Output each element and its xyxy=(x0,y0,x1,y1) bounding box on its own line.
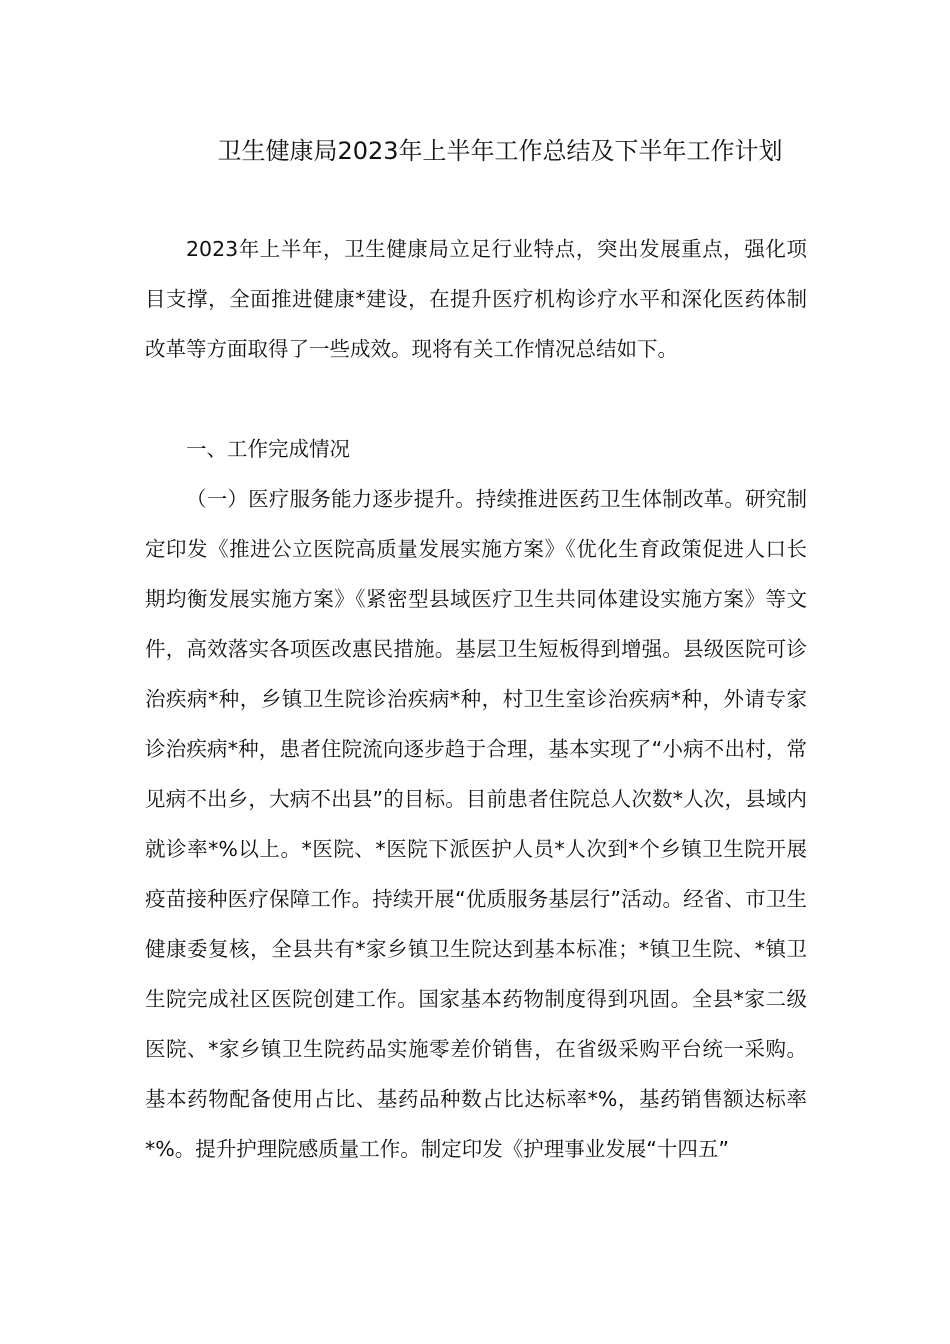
section-heading: 一、工作完成情况 xyxy=(186,437,350,461)
document-title: 卫生健康局2023年上半年工作总结及下半年工作计划 xyxy=(217,137,783,165)
intro-paragraph: 2023年上半年，卫生健康局立足行业特点，突出发展重点，强化项目支撑，全面推进健康*建设，在提升医疗机构诊疗水平和深化医药体制改革等方面取得了一些成效。现将有关工作情况总结如下。 xyxy=(145,237,807,361)
section-paragraph: （一）医疗服务能力逐步提升。持续推进医药卫生体制改革。研究制定印发《推进公立医院高质量发展实施方案》《优化生育政策促进人口长期均衡发展实施方案》《紧密型县域医疗卫生共同体建设实施方案》等文件，高效落实各项医改惠民措施。基层卫生短板得到增强。县级医院可诊治疾病*种，乡镇卫生院诊治疾病*种，村卫生室诊治疾病*种，外请专家诊治疾病*种，患者住院流向逐步趋于合理，基本实现了“小病不出村，常见病不出乡，大病不出县”的目标。目前患者住院总人次数*人次，县域内就诊率*%以上。*医院、*医院下派医护人员*人次到*个乡镇卫生院开展疫苗接种医疗保障工作。持续开展“优质服务基层行”活动。经省、市卫生健康委复核，全县共有*家乡镇卫生院达到基本标准；*镇卫生院、*镇卫生院完成社区医院创建工作。国家基本药物制度得到巩固。全县*家二级医院、*家乡镇卫生院药品实施零差价销售，在省级采购平台统一采购。基本药物配备使用占比、基药品种数占比达标率*%，基药销售额达标率*%。提升护理院感质量工作。制定印发《护理事业发展“十四五” xyxy=(145,487,807,1161)
